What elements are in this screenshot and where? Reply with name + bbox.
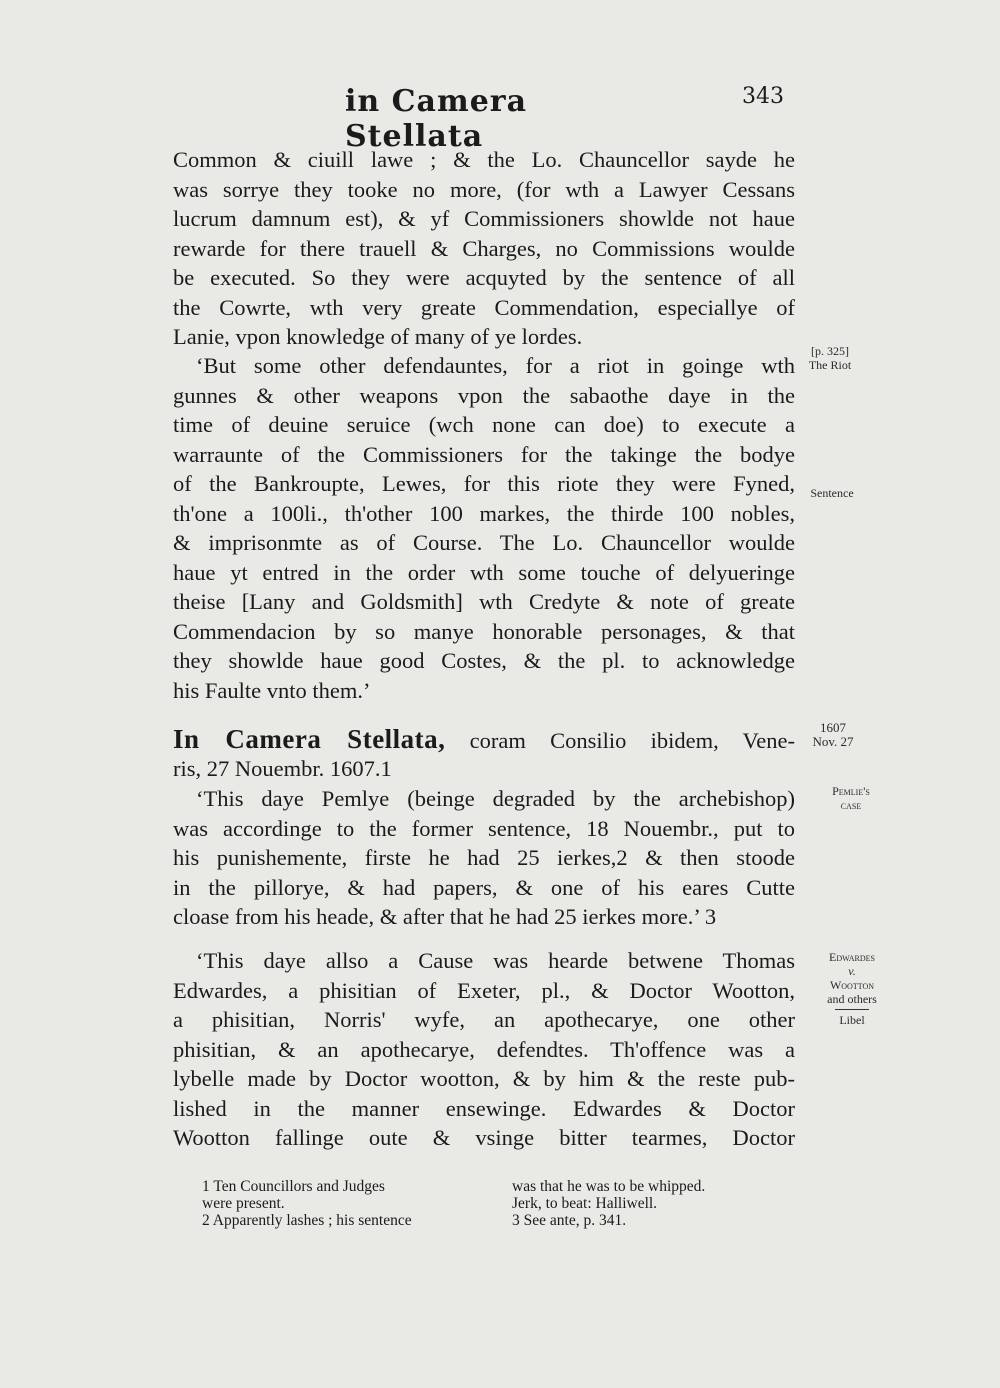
text-line: Edwardes, a phisitian of Exeter, pl., & Doctor Wootton, xyxy=(173,977,795,1003)
text-line: time of deuine seruice (wch none can doe) to execute a xyxy=(173,412,795,437)
paragraph-2 xyxy=(173,351,795,705)
text-line: ‘This daye Pemlye (beinge degraded by the archebishop) xyxy=(196,786,795,811)
court-name: In Camera Stellata, xyxy=(173,724,446,754)
text-line: phisitian, & an apothecarye, defendtes. Th'offence was a xyxy=(173,1036,795,1062)
text-line: lybelle made by Doctor wootton, & by him & the reste pub- xyxy=(173,1066,795,1091)
footnote-column-left xyxy=(202,1178,502,1229)
footnote-1-cont: were present. xyxy=(202,1195,285,1212)
sidenote-edwardes xyxy=(808,950,896,1027)
paragraph-1 xyxy=(173,145,795,352)
text-line: Common & ciuill lawe ; & the Lo. Chauncellor sayde he xyxy=(173,147,795,172)
footnote-2-cont: Jerk, to beat: Halliwell. xyxy=(512,1195,658,1212)
text-line: Commendacion by so manye honorable personages, & that xyxy=(173,618,795,644)
sidenote-label: Wootton xyxy=(829,978,875,992)
heading-rest: coram Consilio ibidem, Vene- xyxy=(469,728,795,753)
text-line: & imprisonmte as of Course. The Lo. Chauncellor woulde xyxy=(173,530,795,555)
text-line: in the pillorye, & had papers, & one of his eares Cutte xyxy=(173,874,795,900)
text-line: haue yt entred in the order wth some touche of delyueringe xyxy=(173,559,795,585)
text-line: warraunte of the Commissioners for the takinge the bodye xyxy=(173,441,795,467)
sidenote-rule xyxy=(835,1009,869,1010)
section-heading-line2: ris, 27 Nouembr. 1607.1 xyxy=(173,756,392,781)
sidenote-label: case xyxy=(840,798,862,812)
sidenote-day: Nov. 27 xyxy=(812,734,854,749)
text-line: th'one a 100li., th'other 100 markes, the thirde 100 nobles, xyxy=(173,500,795,526)
sidenote-riot xyxy=(800,344,860,372)
footnote-3: 3 See ante, p. 341. xyxy=(512,1212,627,1229)
section-heading xyxy=(173,725,795,756)
text-line: lucrum damnum est), & yf Commissioners showlde not haue xyxy=(173,206,795,231)
footnote-column-right xyxy=(512,1178,812,1229)
sidenote-label: The Riot xyxy=(808,358,852,372)
sidenote-label: and others xyxy=(827,992,877,1006)
text-line: his Faulte vnto them.’ xyxy=(173,677,371,703)
sidenote-label: Libel xyxy=(839,1013,865,1027)
running-header: in Camera Stellata xyxy=(345,84,528,154)
text-line: lished in the manner ensewinge. Edwardes & Doctor xyxy=(173,1095,795,1121)
text-line: of the Bankroupte, Lewes, for this riote they were Fyned, xyxy=(173,471,795,496)
text-line: was accordinge to the former sentence, 18 Nouembr., put to xyxy=(173,815,795,841)
text-line: be executed. So they were acquyted by the sentence of all xyxy=(173,265,795,290)
text-line: was sorrye they tooke no more, (for wth a Lawyer Cessans xyxy=(173,176,795,202)
text-line: rewarde for there trauell & Charges, no Commissions woulde xyxy=(173,235,795,261)
sidenote-sentence: Sentence xyxy=(810,486,854,500)
footnote-2: 2 Apparently lashes ; his sentence xyxy=(202,1212,412,1229)
paragraph-3 xyxy=(173,784,795,932)
text-line: ‘This daye allso a Cause was hearde betwene Thomas xyxy=(196,948,795,973)
page-number: 343 xyxy=(742,84,784,109)
text-line: theise [Lany and Goldsmith] wth Credyte & note of greate xyxy=(173,589,795,614)
text-line: cloase from his heade, & after that he had 25 ierkes more.’ 3 xyxy=(173,904,717,929)
sidenote-year: 1607 xyxy=(820,720,846,735)
sidenote-date xyxy=(808,721,858,749)
sidenote-label: Pemlie's xyxy=(832,784,870,798)
text-line: they showlde haue good Costes, & the pl. to acknowledge xyxy=(173,648,795,673)
sidenote-ref: [p. 325] xyxy=(811,344,849,358)
sidenote-pemlie xyxy=(812,784,890,812)
text-line: Wootton fallinge oute & vsinge bitter tearmes, Doctor xyxy=(173,1125,795,1150)
text-line: ‘But some other defendauntes, for a riot in goinge wth xyxy=(196,353,795,378)
text-line: gunnes & other weapons vpon the sabaothe daye in the xyxy=(173,382,795,408)
text-line: a phisitian, Norris' wyfe, an apothecarye, one other xyxy=(173,1007,795,1032)
footnote-2-cont: was that he was to be whipped. xyxy=(512,1178,706,1195)
text-line: the Cowrte, wth very greate Commendation, especiallye of xyxy=(173,294,795,320)
text-line: Lanie, vpon knowledge of many of ye lordes. xyxy=(173,324,583,349)
footnote-1: 1 Ten Councillors and Judges xyxy=(202,1178,385,1195)
sidenote-label: v. xyxy=(848,964,856,978)
paragraph-4 xyxy=(173,946,795,1153)
text-line: his punishemente, firste he had 25 ierkes,2 & then stoode xyxy=(173,845,795,870)
sidenote-label: Edwardes xyxy=(829,950,875,964)
